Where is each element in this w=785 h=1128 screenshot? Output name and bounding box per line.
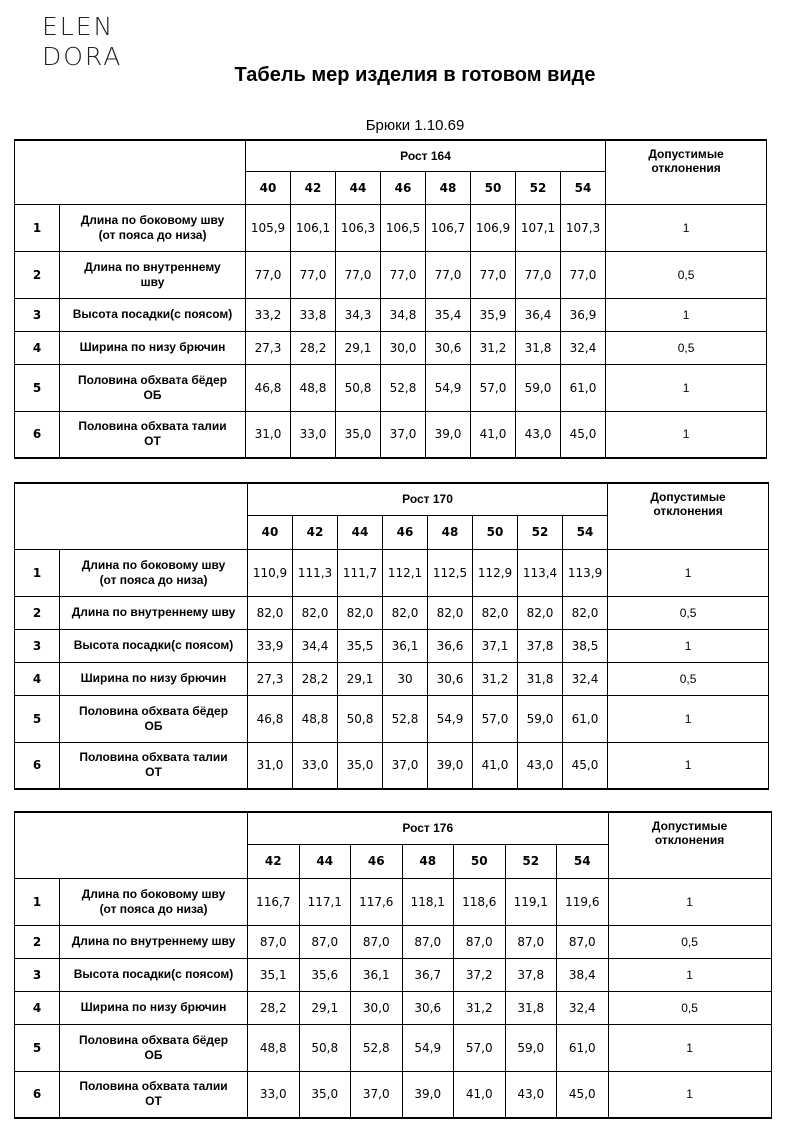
size-header: 50 xyxy=(473,515,518,549)
measurement-value: 37,8 xyxy=(518,629,563,662)
measurement-value: 87,0 xyxy=(557,925,609,958)
measurement-value: 61,0 xyxy=(563,695,608,742)
corner-cell xyxy=(15,812,248,878)
measurement-value: 30,0 xyxy=(351,991,403,1024)
measurement-value: 31,2 xyxy=(471,331,516,364)
measurement-value: 31,0 xyxy=(248,742,293,789)
logo-line-2: DORA xyxy=(42,42,123,71)
measurement-value: 39,0 xyxy=(426,411,471,458)
measurement-value: 33,0 xyxy=(291,411,336,458)
measurement-value: 87,0 xyxy=(248,925,300,958)
size-header: 48 xyxy=(428,515,473,549)
measurement-value: 33,0 xyxy=(293,742,338,789)
size-header: 42 xyxy=(293,515,338,549)
measurement-value: 30 xyxy=(383,662,428,695)
measurement-value: 39,0 xyxy=(428,742,473,789)
measurement-value: 106,7 xyxy=(426,204,471,251)
measurement-name-line: шву xyxy=(140,274,165,289)
measurement-value: 111,3 xyxy=(293,549,338,596)
measurement-value: 36,1 xyxy=(351,958,403,991)
measurement-name-line: Длина по внутреннему шву xyxy=(71,605,236,619)
table-row xyxy=(15,549,769,596)
measurement-value: 106,3 xyxy=(336,204,381,251)
measurement-value: 52,8 xyxy=(381,364,426,411)
measurement-name-line: ОБ xyxy=(144,718,163,733)
table-row xyxy=(15,695,769,742)
size-header: 44 xyxy=(299,844,351,878)
tolerance-value: 1 xyxy=(608,629,769,662)
measurement-name xyxy=(60,629,248,662)
header-row xyxy=(15,812,772,844)
row-number: 3 xyxy=(15,298,60,331)
measurement-value: 37,1 xyxy=(473,629,518,662)
size-table xyxy=(14,139,767,459)
measurement-value: 31,8 xyxy=(505,991,557,1024)
row-number: 2 xyxy=(15,925,60,958)
table-row xyxy=(15,662,769,695)
measurement-value: 46,8 xyxy=(248,695,293,742)
size-header: 54 xyxy=(561,171,606,204)
table-row xyxy=(15,878,772,925)
tolerance-header-line: отклонения xyxy=(654,833,725,847)
tolerance-value: 0,5 xyxy=(606,251,767,298)
measurement-name xyxy=(60,298,246,331)
measurement-value: 54,9 xyxy=(428,695,473,742)
measurement-value: 39,0 xyxy=(402,1071,454,1118)
measurement-value: 33,2 xyxy=(246,298,291,331)
row-number: 2 xyxy=(15,251,60,298)
tolerance-header xyxy=(608,812,771,878)
table-row xyxy=(15,1024,772,1071)
row-number: 6 xyxy=(15,411,60,458)
height-label: Рост 170 xyxy=(248,483,608,515)
measurement-value: 30,0 xyxy=(381,331,426,364)
tolerance-value: 1 xyxy=(608,742,769,789)
measurement-value: 35,1 xyxy=(248,958,300,991)
measurement-name xyxy=(60,364,246,411)
tolerance-header xyxy=(608,483,769,549)
measurement-value: 28,2 xyxy=(291,331,336,364)
measurement-value: 45,0 xyxy=(557,1071,609,1118)
measurement-value: 105,9 xyxy=(246,204,291,251)
measurement-name-line: ОБ xyxy=(143,387,162,402)
table-row xyxy=(15,204,767,251)
measurement-value: 57,0 xyxy=(473,695,518,742)
tolerance-value: 0,5 xyxy=(608,991,771,1024)
tolerance-value: 1 xyxy=(608,878,771,925)
measurement-name-line: Половина обхвата бёдер xyxy=(78,703,229,718)
measurement-value: 77,0 xyxy=(561,251,606,298)
product-subtitle: Брюки 1.10.69 xyxy=(365,117,465,134)
height-label: Рост 164 xyxy=(246,140,606,171)
size-header: 54 xyxy=(557,844,609,878)
measurement-value: 117,6 xyxy=(351,878,403,925)
measurement-name-line: Половина обхвата талии xyxy=(79,750,228,765)
tolerance-value: 1 xyxy=(608,1024,771,1071)
measurement-value: 37,2 xyxy=(454,958,506,991)
table-row xyxy=(15,925,772,958)
measurement-name-line: Половина обхвата бёдер xyxy=(78,1032,229,1047)
measurement-value: 37,0 xyxy=(383,742,428,789)
measurement-name xyxy=(60,958,248,991)
measurement-value: 33,0 xyxy=(248,1071,300,1118)
page-title: Табель мер изделия в готовом виде xyxy=(234,64,596,86)
measurement-value: 106,5 xyxy=(381,204,426,251)
measurement-value: 59,0 xyxy=(516,364,561,411)
measurement-name-line: Высота посадки(с поясом) xyxy=(73,638,234,652)
row-number: 6 xyxy=(15,1071,60,1118)
measurement-value: 48,8 xyxy=(291,364,336,411)
measurement-name-line: Половина обхвата талии xyxy=(79,1079,228,1094)
row-number: 1 xyxy=(15,549,60,596)
measurement-value: 87,0 xyxy=(299,925,351,958)
measurement-value: 112,9 xyxy=(473,549,518,596)
measurement-value: 77,0 xyxy=(381,251,426,298)
measurement-value: 54,9 xyxy=(426,364,471,411)
measurement-value: 32,4 xyxy=(563,662,608,695)
measurement-name-line: Длина по боковому шву xyxy=(81,886,226,901)
measurement-value: 50,8 xyxy=(338,695,383,742)
measurement-value: 87,0 xyxy=(505,925,557,958)
row-number: 4 xyxy=(15,991,60,1024)
tolerance-value: 1 xyxy=(608,958,771,991)
row-number: 4 xyxy=(15,331,60,364)
measurement-value: 45,0 xyxy=(561,411,606,458)
measurement-value: 77,0 xyxy=(291,251,336,298)
size-header: 40 xyxy=(248,515,293,549)
measurement-value: 52,8 xyxy=(383,695,428,742)
tolerance-value: 1 xyxy=(606,411,767,458)
row-number: 4 xyxy=(15,662,60,695)
size-header: 48 xyxy=(402,844,454,878)
measurement-value: 82,0 xyxy=(248,596,293,629)
measurement-value: 35,0 xyxy=(299,1071,351,1118)
measurement-value: 112,1 xyxy=(383,549,428,596)
measurement-name-line: ОБ xyxy=(144,1047,163,1062)
measurement-value: 36,9 xyxy=(561,298,606,331)
measurement-value: 87,0 xyxy=(351,925,403,958)
corner-cell xyxy=(15,140,246,204)
size-table xyxy=(14,811,772,1119)
header-row xyxy=(15,140,767,171)
measurement-value: 35,5 xyxy=(338,629,383,662)
measurement-value: 28,2 xyxy=(248,991,300,1024)
tolerance-value: 1 xyxy=(606,204,767,251)
measurement-name xyxy=(60,662,248,695)
measurement-value: 50,8 xyxy=(336,364,381,411)
measurement-value: 106,9 xyxy=(471,204,516,251)
measurement-value: 59,0 xyxy=(505,1024,557,1071)
table-row xyxy=(15,331,767,364)
measurement-name xyxy=(60,204,246,251)
measurement-value: 34,4 xyxy=(293,629,338,662)
measurement-value: 118,1 xyxy=(402,878,454,925)
tolerance-value: 1 xyxy=(606,298,767,331)
measurement-name xyxy=(60,742,248,789)
tolerance-header-line: Допустимые xyxy=(648,147,724,161)
measurement-value: 36,1 xyxy=(383,629,428,662)
measurement-value: 82,0 xyxy=(473,596,518,629)
measurement-value: 27,3 xyxy=(248,662,293,695)
measurement-name xyxy=(60,549,248,596)
measurement-value: 36,4 xyxy=(516,298,561,331)
measurement-value: 31,2 xyxy=(473,662,518,695)
measurement-value: 82,0 xyxy=(293,596,338,629)
measurement-value: 50,8 xyxy=(299,1024,351,1071)
measurement-value: 41,0 xyxy=(471,411,516,458)
measurement-value: 32,4 xyxy=(561,331,606,364)
measurement-value: 45,0 xyxy=(563,742,608,789)
measurement-value: 52,8 xyxy=(351,1024,403,1071)
table-row xyxy=(15,958,772,991)
measurement-name-line: Половина обхвата талии xyxy=(78,419,227,434)
measurement-value: 57,0 xyxy=(471,364,516,411)
measurement-value: 43,0 xyxy=(505,1071,557,1118)
row-number: 1 xyxy=(15,204,60,251)
measurement-value: 107,1 xyxy=(516,204,561,251)
measurement-value: 82,0 xyxy=(563,596,608,629)
measurement-value: 59,0 xyxy=(518,695,563,742)
measurement-name-line: Ширина по низу брючин xyxy=(79,340,226,354)
tolerance-header-line: Допустимые xyxy=(651,819,728,833)
measurement-value: 29,1 xyxy=(299,991,351,1024)
measurement-value: 82,0 xyxy=(428,596,473,629)
size-header: 52 xyxy=(505,844,557,878)
measurement-name xyxy=(60,695,248,742)
measurement-name xyxy=(60,1024,248,1071)
row-number: 3 xyxy=(15,629,60,662)
measurement-value: 33,9 xyxy=(248,629,293,662)
measurement-name xyxy=(60,331,246,364)
size-header: 48 xyxy=(426,171,471,204)
tolerance-header-line: отклонения xyxy=(653,504,723,518)
measurement-value: 29,1 xyxy=(336,331,381,364)
size-header: 42 xyxy=(248,844,300,878)
measurement-value: 36,6 xyxy=(428,629,473,662)
measurement-value: 37,0 xyxy=(381,411,426,458)
measurement-value: 35,9 xyxy=(471,298,516,331)
measurement-value: 37,8 xyxy=(505,958,557,991)
measurement-name-line: (от пояса до низа) xyxy=(99,901,208,916)
measurement-name-line: Длина по внутреннему xyxy=(84,259,221,274)
measurement-name-line: Высота посадки(с поясом) xyxy=(72,307,233,321)
measurement-name xyxy=(60,411,246,458)
measurement-value: 43,0 xyxy=(516,411,561,458)
size-header: 44 xyxy=(336,171,381,204)
measurement-value: 77,0 xyxy=(516,251,561,298)
measurement-value: 119,6 xyxy=(557,878,609,925)
measurement-value: 38,4 xyxy=(557,958,609,991)
measurement-value: 31,8 xyxy=(518,662,563,695)
measurement-value: 110,9 xyxy=(248,549,293,596)
measurement-value: 82,0 xyxy=(518,596,563,629)
measurement-name-line: (от пояса до низа) xyxy=(99,572,208,587)
measurement-value: 61,0 xyxy=(561,364,606,411)
tolerance-value: 0,5 xyxy=(608,662,769,695)
size-header: 50 xyxy=(471,171,516,204)
measurement-value: 34,3 xyxy=(336,298,381,331)
measurement-value: 82,0 xyxy=(338,596,383,629)
row-number: 2 xyxy=(15,596,60,629)
measurement-value: 30,6 xyxy=(426,331,471,364)
size-header: 42 xyxy=(291,171,336,204)
measurement-value: 38,5 xyxy=(563,629,608,662)
measurement-value: 57,0 xyxy=(454,1024,506,1071)
measurement-value: 119,1 xyxy=(505,878,557,925)
table-row xyxy=(15,596,769,629)
row-number: 5 xyxy=(15,1024,60,1071)
row-number: 6 xyxy=(15,742,60,789)
measurement-value: 41,0 xyxy=(473,742,518,789)
measurement-value: 31,2 xyxy=(454,991,506,1024)
measurement-value: 112,5 xyxy=(428,549,473,596)
logo-line-1: ELEN xyxy=(42,12,115,41)
measurement-name-line: ОТ xyxy=(145,765,162,780)
measurement-value: 27,3 xyxy=(246,331,291,364)
measurement-value: 77,0 xyxy=(471,251,516,298)
measurement-value: 30,6 xyxy=(428,662,473,695)
row-number: 5 xyxy=(15,364,60,411)
size-header: 44 xyxy=(338,515,383,549)
measurement-name-line: Высота посадки(с поясом) xyxy=(73,967,234,981)
size-header: 46 xyxy=(383,515,428,549)
table-row xyxy=(15,251,767,298)
measurement-value: 113,9 xyxy=(563,549,608,596)
measurement-name xyxy=(60,251,246,298)
size-header: 50 xyxy=(454,844,506,878)
measurement-value: 77,0 xyxy=(426,251,471,298)
measurement-name-line: Длина по внутреннему шву xyxy=(71,934,236,948)
measurement-value: 37,0 xyxy=(351,1071,403,1118)
measurement-value: 46,8 xyxy=(246,364,291,411)
measurement-name xyxy=(60,991,248,1024)
size-header: 54 xyxy=(563,515,608,549)
table-row xyxy=(15,298,767,331)
measurement-name xyxy=(60,878,248,925)
row-number: 5 xyxy=(15,695,60,742)
measurement-name-line: Длина по боковому шву xyxy=(81,557,226,572)
measurement-name xyxy=(60,1071,248,1118)
measurement-name-line: Ширина по низу брючин xyxy=(80,671,227,685)
measurement-name-line: Длина по боковому шву xyxy=(80,212,225,227)
measurement-value: 29,1 xyxy=(338,662,383,695)
measurement-name xyxy=(60,596,248,629)
measurement-value: 31,8 xyxy=(516,331,561,364)
tolerance-value: 1 xyxy=(608,1071,771,1118)
row-number: 3 xyxy=(15,958,60,991)
tolerance-value: 0,5 xyxy=(608,925,771,958)
measurement-value: 87,0 xyxy=(402,925,454,958)
table-row xyxy=(15,1071,772,1118)
table-row xyxy=(15,364,767,411)
measurement-value: 116,7 xyxy=(248,878,300,925)
tolerance-value: 1 xyxy=(608,695,769,742)
measurement-value: 35,0 xyxy=(338,742,383,789)
measurement-value: 34,8 xyxy=(381,298,426,331)
height-label: Рост 176 xyxy=(248,812,609,844)
measurement-value: 35,0 xyxy=(336,411,381,458)
measurement-name-line: ОТ xyxy=(144,434,161,449)
measurement-value: 87,0 xyxy=(454,925,506,958)
size-header: 46 xyxy=(381,171,426,204)
measurement-value: 31,0 xyxy=(246,411,291,458)
measurement-value: 54,9 xyxy=(402,1024,454,1071)
measurement-value: 48,8 xyxy=(248,1024,300,1071)
size-header: 46 xyxy=(351,844,403,878)
brand-logo xyxy=(42,12,122,72)
header-row xyxy=(15,483,769,515)
table-row xyxy=(15,411,767,458)
table-row xyxy=(15,991,772,1024)
measurement-value: 41,0 xyxy=(454,1071,506,1118)
measurement-name-line: Половина обхвата бёдер xyxy=(77,372,228,387)
measurement-value: 117,1 xyxy=(299,878,351,925)
table-row xyxy=(15,629,769,662)
measurement-value: 43,0 xyxy=(518,742,563,789)
measurement-value: 118,6 xyxy=(454,878,506,925)
measurement-value: 82,0 xyxy=(383,596,428,629)
measurement-value: 61,0 xyxy=(557,1024,609,1071)
measurement-value: 36,7 xyxy=(402,958,454,991)
tolerance-header-line: отклонения xyxy=(651,161,721,175)
measurement-value: 111,7 xyxy=(338,549,383,596)
size-header: 52 xyxy=(518,515,563,549)
table-row xyxy=(15,742,769,789)
measurement-value: 107,3 xyxy=(561,204,606,251)
tolerance-header-line: Допустимые xyxy=(650,490,726,504)
measurement-value: 33,8 xyxy=(291,298,336,331)
size-table xyxy=(14,482,769,790)
row-number: 1 xyxy=(15,878,60,925)
size-header: 40 xyxy=(246,171,291,204)
measurement-value: 77,0 xyxy=(246,251,291,298)
measurement-value: 28,2 xyxy=(293,662,338,695)
measurement-name-line: (от пояса до низа) xyxy=(98,227,207,242)
tolerance-value: 0,5 xyxy=(608,596,769,629)
tolerance-value: 0,5 xyxy=(606,331,767,364)
measurement-value: 35,4 xyxy=(426,298,471,331)
tolerance-header xyxy=(606,140,767,204)
tolerance-value: 1 xyxy=(608,549,769,596)
measurement-value: 48,8 xyxy=(293,695,338,742)
measurement-value: 77,0 xyxy=(336,251,381,298)
measurement-value: 106,1 xyxy=(291,204,336,251)
measurement-name-line: ОТ xyxy=(145,1094,162,1109)
measurement-value: 32,4 xyxy=(557,991,609,1024)
corner-cell xyxy=(15,483,248,549)
measurement-name-line: Ширина по низу брючин xyxy=(80,1000,227,1014)
measurement-name xyxy=(60,925,248,958)
measurement-value: 113,4 xyxy=(518,549,563,596)
tolerance-value: 1 xyxy=(606,364,767,411)
measurement-value: 35,6 xyxy=(299,958,351,991)
measurement-value: 30,6 xyxy=(402,991,454,1024)
size-header: 52 xyxy=(516,171,561,204)
